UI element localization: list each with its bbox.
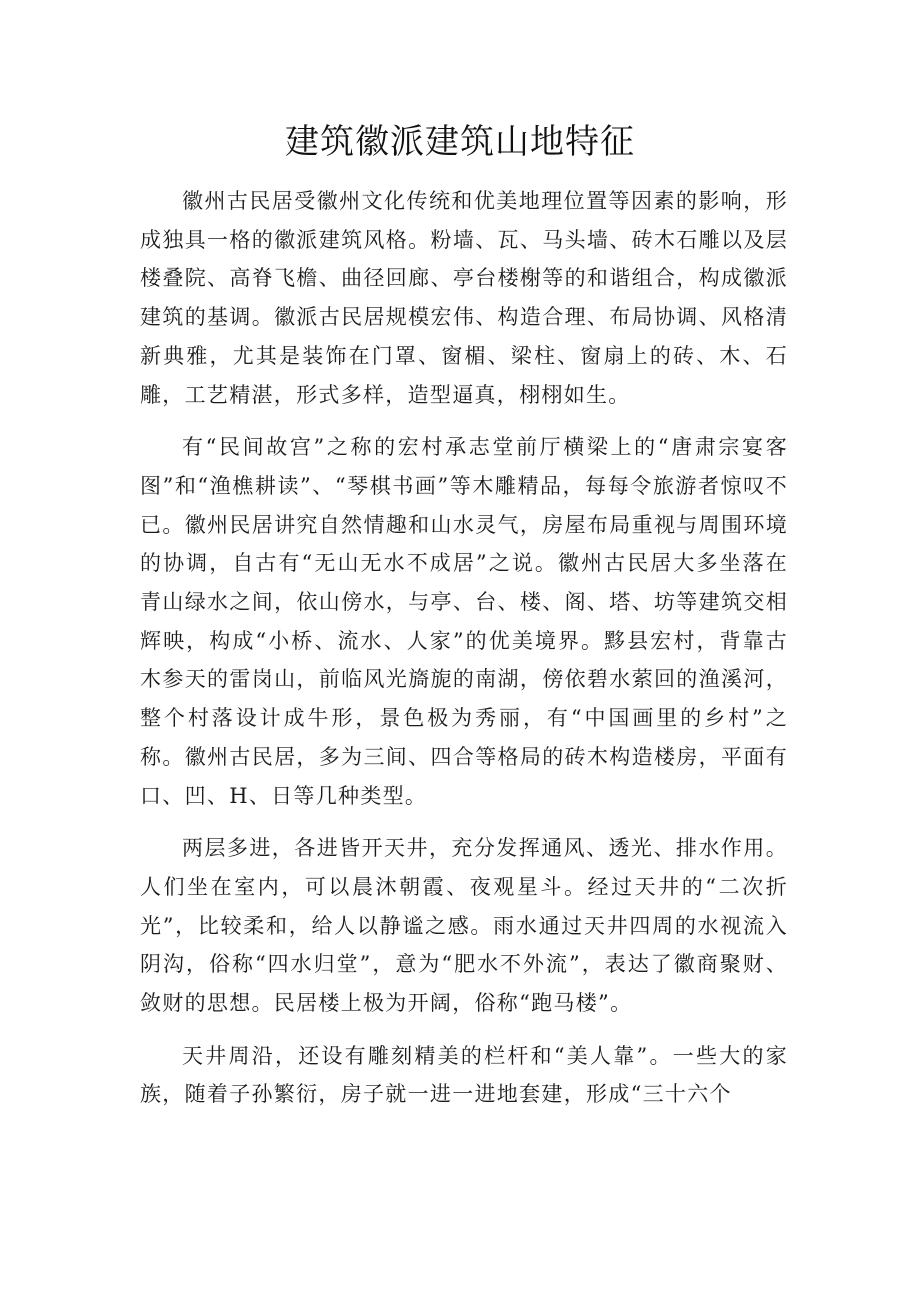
document-body [140, 182, 788, 1128]
page-title: 建筑徽派建筑山地特征 [285, 122, 635, 162]
paragraph-3: 两层多进，各进皆开天井，充分发挥通风、透光、排水作用。人们坐在室内，可以晨沐朝霞、夜观星斗。经过天井的“二次折光”，比较柔和，给人以静谧之感。雨水通过天井四周的水视流入阴沟，俗称“四水归堂”，意为“肥水不外流”，表达了徽商聚财、敛财的思想。民居楼上极为开阔，俗称“跑马楼”。 [140, 836, 788, 1016]
paragraph-2: 有“民间故宫”之称的宏村承志堂前厅横梁上的“唐肃宗宴客图”和“渔樵耕读”、“琴棋书画”等木雕精品，每每令旅游者惊叹不已。徽州民居讲究自然情趣和山水灵气，房屋布局重视与周围环境的协调，自古有“无山无水不成居”之说。徽州古民居大多坐落在青山绿水之间，依山傍水，与亭、台、楼、阁、塔、坊等建筑交相辉映，构成“小桥、流水、人家”的优美境界。黟县宏村，背靠古木参天的雷岗山，前临风光旖旎的南湖，傍依碧水萦回的渔溪河，整个村落设计成牛形，景色极为秀丽，有“中国画里的乡村”之称。徽州古民居，多为三间、四合等格局的砖木构造楼房，平面有口、凹、H、日等几种类型。 [140, 435, 788, 808]
paragraph-1: 徽州古民居受徽州文化传统和优美地理位置等因素的影响，形成独具一格的徽派建筑风格。粉墙、瓦、马头墙、砖木石雕以及层楼叠院、高脊飞檐、曲径回廊、亭台楼榭等的和谐组合，构成徽派建筑的基调。徽派古民居规模宏伟、构造合理、布局协调、风格清新典雅，尤其是装饰在门罩、窗楣、梁柱、窗扇上的砖、木、石雕，工艺精湛，形式多样，造型逼真，栩栩如生。 [140, 189, 788, 407]
paragraph-4: 天井周沿，还设有雕刻精美的栏杆和“美人靠”。一些大的家族，随着子孙繁衍，房子就一进一进地套建，形成“三十六个 [140, 1043, 788, 1107]
